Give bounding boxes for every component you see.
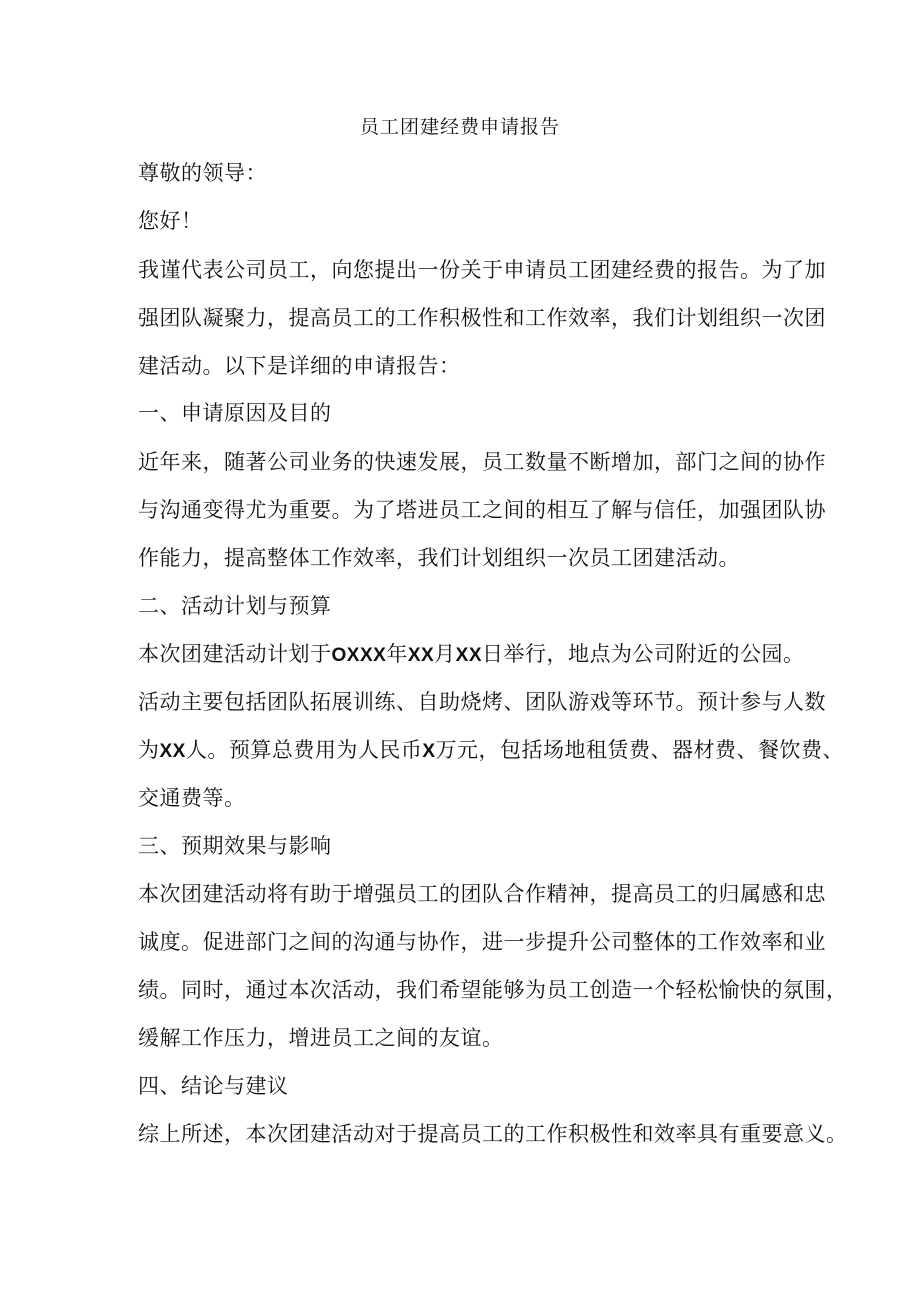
section-2-heading: 二、活动计划与预算 (138, 594, 332, 618)
section-2-line-1 (138, 638, 805, 672)
section-2-line-3 (138, 734, 845, 768)
text-segment: 万元，包括场地租赁费、器材费、餐饮费、 (435, 738, 845, 762)
day-placeholder: XX (455, 645, 483, 666)
year-placeholder: OXXX (331, 645, 387, 666)
section-2-line-4: 交通费等。 (138, 786, 246, 810)
section-1-heading: 一、申请原因及目的 (138, 401, 332, 425)
text-segment: 本次团建活动计划于 (138, 642, 332, 666)
greeting: 您好！ (138, 209, 203, 233)
section-4-line-1: 综上所述，本次团建活动对于提高员工的工作积极性和效率具有重要意义。 (138, 1122, 848, 1146)
section-3-line-3: 绩。同时，通过本次活动，我们希望能够为员工创造一个轻松愉快的氛围， (138, 978, 848, 1002)
budget-amount-placeholder: X (422, 741, 436, 762)
section-3-line-2: 诚度。促进部门之间的沟通与协作，进一步提升公司整体的工作效率和业 (138, 930, 826, 954)
section-4-heading: 四、结论与建议 (138, 1074, 289, 1098)
intro-line-3: 建活动。以下是详细的申请报告： (138, 354, 461, 378)
participant-count-placeholder: XX (159, 741, 186, 762)
text-segment: 年 (386, 642, 408, 666)
text-segment: 为 (138, 738, 160, 762)
section-2-line-2: 活动主要包括团队拓展训练、自助烧烤、团队游戏等环节。预计参与人数 (138, 690, 826, 714)
section-3-heading: 三、预期效果与影响 (138, 834, 332, 858)
section-1-line-2: 与沟通变得尤为重要。为了塔进员工之间的相互了解与信任，加强团队协 (138, 498, 826, 522)
intro-line-1: 我谨代表公司员工，向您提出一份关于申请员工团建经费的报告。为了加 (138, 258, 826, 282)
section-1-line-3: 作能力，提高整体工作效率，我们计划组织一次员工团建活动。 (138, 546, 740, 570)
intro-line-2: 强团队凝聚力，提高员工的工作积极性和工作效率，我们计划组织一次团 (138, 306, 826, 330)
section-1-line-1: 近年来，随著公司业务的快速发展，员工数量不断增加，部门之间的协作 (138, 450, 826, 474)
section-3-line-1: 本次团建活动将有助于增强员工的团队合作精神，提高员工的归属感和忠 (138, 882, 826, 906)
document-title: 员工团建经费申请报告 (359, 116, 560, 138)
text-segment: 日举行，地点为公司附近的公园。 (482, 642, 805, 666)
section-3-line-4: 缓解工作压力，增进员工之间的友谊。 (138, 1026, 504, 1050)
text-segment: 月 (434, 642, 456, 666)
text-segment: 人。预算总费用为人民币 (185, 738, 423, 762)
salutation: 尊敬的领导： (138, 161, 267, 185)
month-placeholder: XX (407, 645, 435, 666)
